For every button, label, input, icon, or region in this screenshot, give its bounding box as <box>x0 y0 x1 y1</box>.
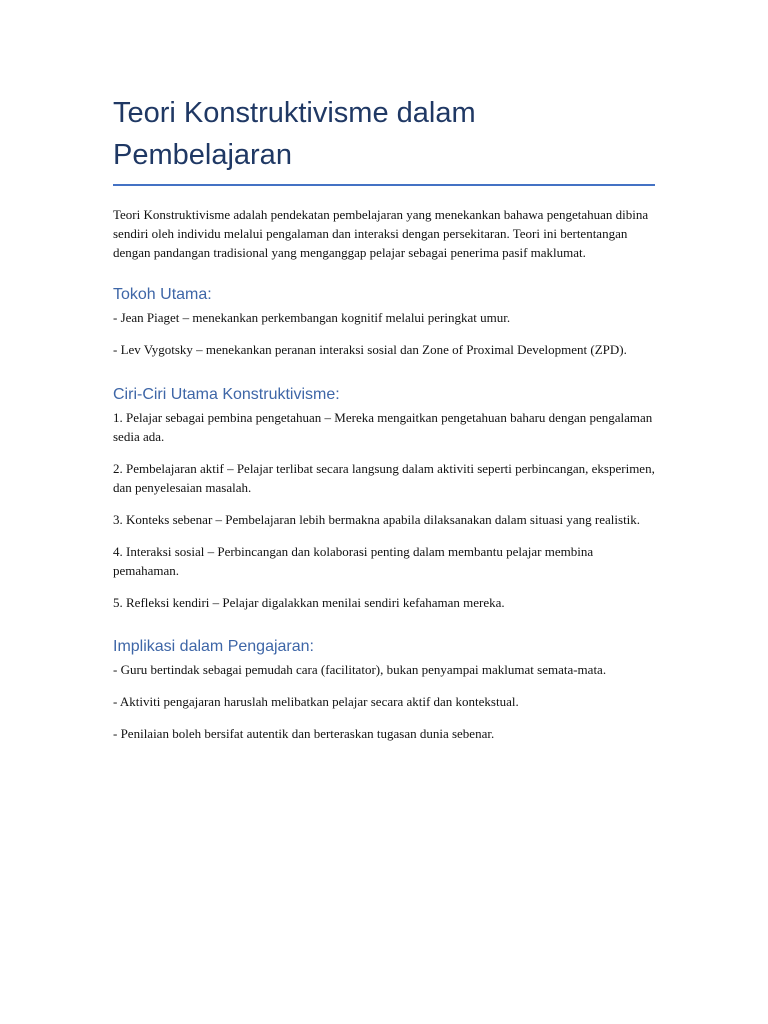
list-item: 3. Konteks sebenar – Pembelajaran lebih bermakna apabila dilaksanakan dalam situasi yang realistik. <box>113 512 641 527</box>
document-page <box>113 92 655 743</box>
list-item: - Penilaian boleh bersifat autentik dan berteraskan tugasan dunia sebenar. <box>113 726 495 741</box>
section-heading-tokoh-utama: Tokoh Utama: <box>113 286 212 303</box>
document-title: Teori Konstruktivisme dalam Pembelajaran <box>113 92 655 186</box>
list-item: 1. Pelajar sebagai pembina pengetahuan – Mereka mengaitkan pengetahuan baharu dengan pengalaman sedia ada. <box>113 410 653 444</box>
list-item: 5. Refleksi kendiri – Pelajar digalakkan menilai sendiri kefahaman mereka. <box>113 595 505 610</box>
list-item: - Lev Vygotsky – menekankan peranan interaksi sosial dan Zone of Proximal Development (ZPD). <box>113 342 627 357</box>
section-heading-ciri-ciri: Ciri-Ciri Utama Konstruktivisme: <box>113 386 340 403</box>
list-item: 2. Pembelajaran aktif – Pelajar terlibat secara langsung dalam aktiviti seperti perbincangan, eksperimen, dan penyelesaian masalah. <box>113 461 655 495</box>
list-item: - Jean Piaget – menekankan perkembangan kognitif melalui peringkat umur. <box>113 310 511 325</box>
list-item: - Guru bertindak sebagai pemudah cara (facilitator), bukan penyampai maklumat semata-mata. <box>113 662 607 677</box>
list-item: - Aktiviti pengajaran haruslah melibatkan pelajar secara aktif dan kontekstual. <box>113 694 519 709</box>
section-heading-implikasi: Implikasi dalam Pengajaran: <box>113 638 314 655</box>
intro-paragraph: Teori Konstruktivisme adalah pendekatan pembelajaran yang menekankan bahawa pengetahuan dibina sendiri oleh individu melalui pengalaman dan interaksi dengan persekitaran. Teori ini bertentangan dengan pandangan tradisional yang menganggap pelajar sebagai penerima pasif maklumat. <box>113 207 649 260</box>
list-item: 4. Interaksi sosial – Perbincangan dan kolaborasi penting dalam membantu pelajar membina pemahaman. <box>113 544 594 578</box>
